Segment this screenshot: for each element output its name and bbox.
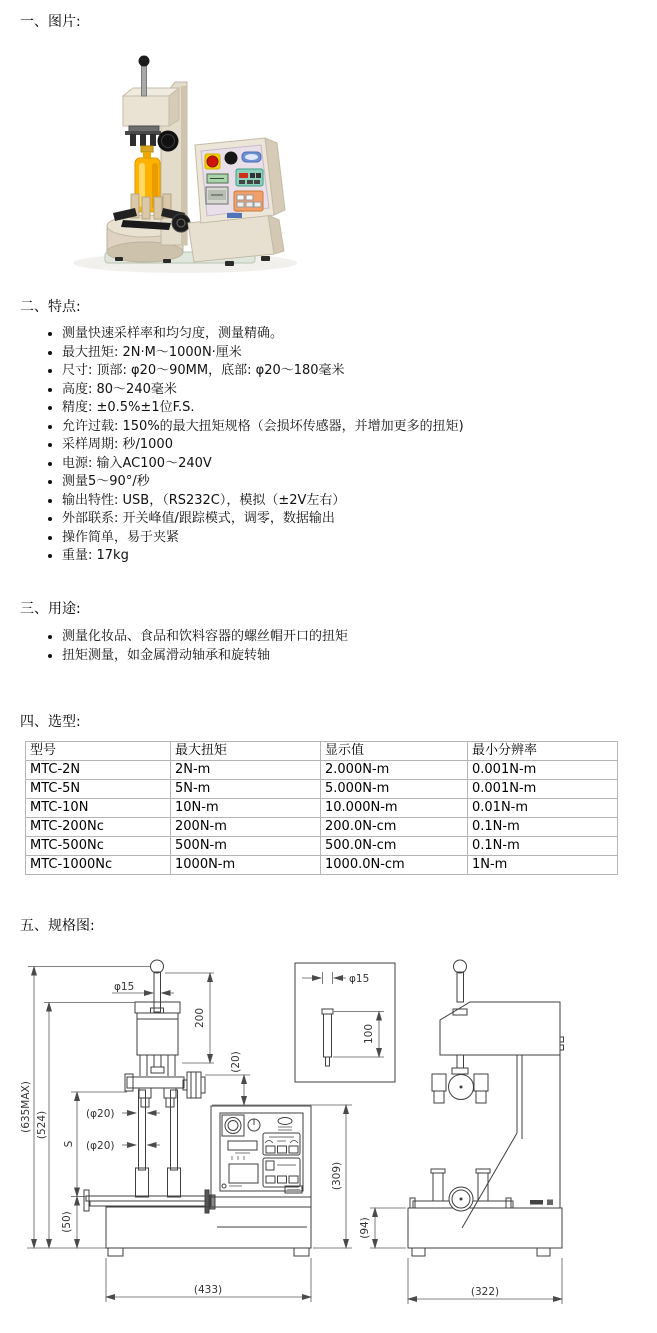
col-header-max-torque: 最大扭矩 [171,742,321,761]
dim-label-322: (322) [470,1286,500,1298]
spec-drawing [0,940,657,1333]
col-header-model: 型号 [26,742,171,761]
dim-label-phi15-front: φ15 [114,981,135,993]
feature-item: • 输出特性: USB，（RS232C），模拟（±2V左右） [62,492,464,511]
table-cell: 0.1N-m [468,818,618,837]
feature-item: • 重量: 17kg [62,547,464,566]
table-cell: 500.0N-cm [321,837,468,856]
table-row [26,799,618,818]
dim-label-524: (524) [36,1110,48,1140]
dim-label-309: (309) [331,1161,343,1191]
inset-detail [295,963,395,1082]
table-header-row [26,742,618,761]
product-photo [55,50,323,292]
table-row [26,856,618,875]
dim-label-50: (50) [61,1211,73,1233]
dim-label-94: (94) [359,1217,371,1239]
use-item: • 测量化妆品、食品和饮料容器的螺丝帽开口的扭矩 [62,628,348,647]
dimension-labels [20,973,499,1298]
feature-item: • 操作简单，易于夹紧 [62,529,464,548]
turntable-knob [172,214,190,232]
table-cell: 0.001N-m [468,780,618,799]
table-row [26,780,618,799]
feature-item: • 测量快速采样率和均匀度，测量精确。 [62,325,464,344]
col-header-min-resolution: 最小分辨率 [468,742,618,761]
dim-label-phi20-upper: (φ20) [86,1108,115,1120]
table-cell: 1000.0N-cm [321,856,468,875]
table-cell: 0.1N-m [468,837,618,856]
table-cell: 200.0N-cm [321,818,468,837]
section-heading-uses: 三、用途: [20,601,81,617]
feature-item: • 允许过载: 150%的最大扭矩规格（会损坏传感器，并增加更多的扭矩) [62,418,464,437]
table-cell: 200N-m [171,818,321,837]
feature-item: • 外部联系: 开关峰值/跟踪模式，调零，数据输出 [62,510,464,529]
table-cell: MTC-2N [26,761,171,780]
table-row [26,761,618,780]
dim-label-s: S [63,1140,75,1148]
table-cell: 5N-m [171,780,321,799]
table-cell: MTC-1000Nc [26,856,171,875]
emergency-stop-button [207,156,218,167]
table-cell: 5.000N-m [321,780,468,799]
machine-illustration [73,56,297,274]
dim-label-20: (20) [230,1051,242,1073]
table-cell: MTC-5N [26,780,171,799]
table-cell: 0.001N-m [468,761,618,780]
dim-label-635max: (635MAX) [20,1081,32,1133]
dim-label-phi15-inset: φ15 [349,973,370,985]
side-view [408,960,564,1256]
table-cell: 1N-m [468,856,618,875]
chuck-knob [158,131,179,152]
front-view [84,960,311,1256]
table-cell: MTC-10N [26,799,171,818]
handle-ball [139,56,150,67]
power-knob [225,152,238,165]
table-row [26,818,618,837]
table-cell: 10N-m [171,799,321,818]
feature-item: • 测量5～90°/秒 [62,473,464,492]
dim-label-phi20-lower: (φ20) [86,1140,115,1152]
section-heading-images: 一、图片: [20,14,81,30]
table-cell: 2N-m [171,761,321,780]
table-cell: MTC-500Nc [26,837,171,856]
feature-item: • 尺寸: 顶部: φ20～90MM，底部: φ20～180毫米 [62,362,464,381]
table-cell: MTC-200Nc [26,818,171,837]
uses-list [0,628,348,665]
section-heading-selection: 四、选型: [20,714,81,730]
feature-item: • 精度: ±0.5%±1位F.S. [62,399,464,418]
use-item: • 扭矩测量，如金属滑动轴承和旋转轴 [62,647,348,666]
model-selection-table [25,741,618,875]
table-cell: 1000N-m [171,856,321,875]
feature-item: • 最大扭矩: 2N·M～1000N·厘米 [62,344,464,363]
table-cell: 10.000N-m [321,799,468,818]
feature-item: • 电源: 输入AC100～240V [62,455,464,474]
section-heading-spec: 五、规格图: [20,918,95,934]
feature-item: • 采样周期: 秒/1000 [62,436,464,455]
dim-label-433: (433) [193,1284,223,1296]
table-cell: 0.01N-m [468,799,618,818]
col-header-display-value: 显示值 [321,742,468,761]
table-row [26,837,618,856]
feature-item: • 高度: 80～240毫米 [62,381,464,400]
section-heading-features: 二、特点: [20,299,81,315]
table-cell: 500N-m [171,837,321,856]
features-list [0,325,464,566]
dim-label-200: 200 [194,1007,206,1029]
dim-label-100: 100 [363,1023,375,1045]
table-cell: 2.000N-m [321,761,468,780]
